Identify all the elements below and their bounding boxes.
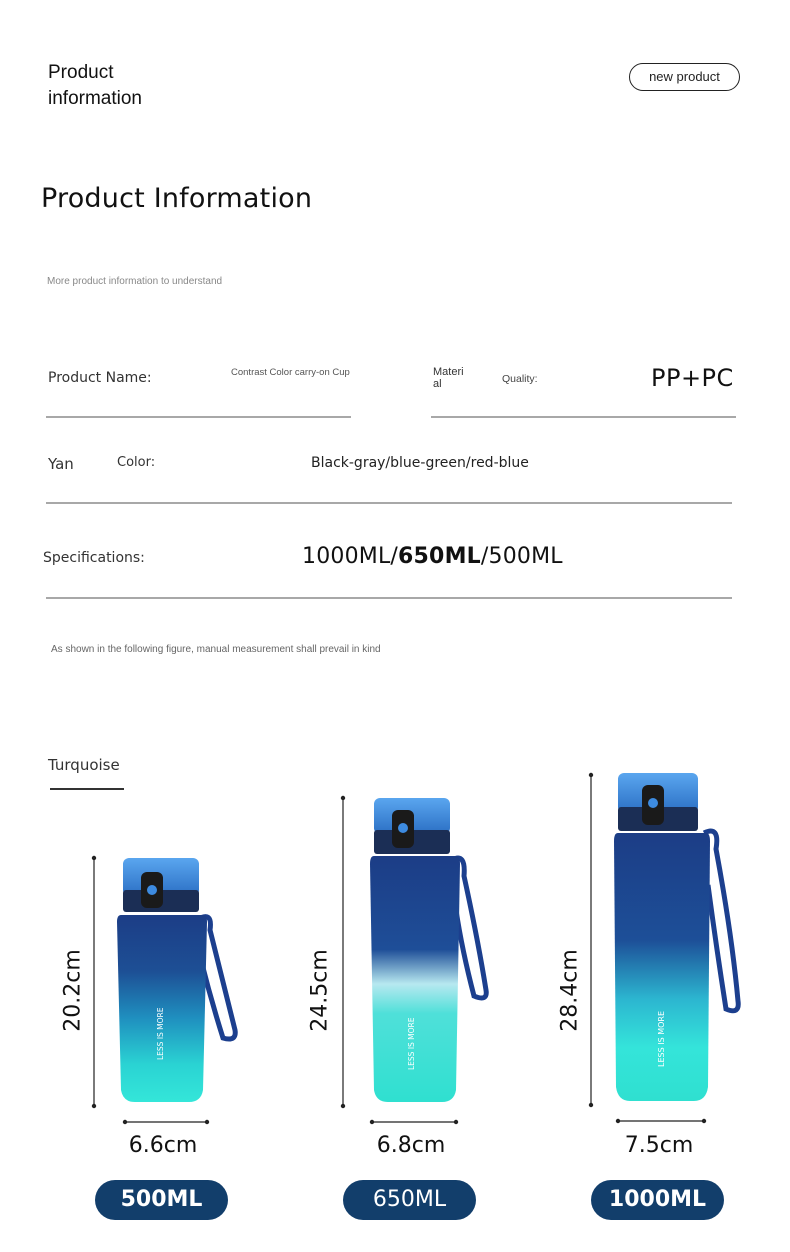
section-subtitle: More product information to understand — [47, 276, 223, 287]
bottle-500ml-height: 20.2cm — [60, 949, 86, 1032]
divider — [46, 416, 351, 418]
spec-part-2: 650ML — [398, 544, 481, 569]
divider — [431, 416, 736, 418]
bottle-500ml-width: 6.6cm — [128, 1133, 198, 1158]
yan-label: Yan — [48, 455, 74, 473]
new-product-badge[interactable]: new product — [629, 63, 740, 91]
measurement-note: As shown in the following figure, manual measurement shall prevail in kind — [51, 644, 381, 655]
capacity-pill-500ml[interactable]: 500ML — [95, 1180, 228, 1220]
product-name-label: Product Name: — [48, 370, 152, 386]
divider — [46, 597, 732, 599]
bottle-1000ml-height: 28.4cm — [557, 949, 583, 1032]
spec-part-3: /500ML — [480, 544, 563, 569]
bottle-650ml-width: 6.8cm — [376, 1133, 446, 1158]
capacity-pill-650ml[interactable]: 650ML — [343, 1180, 476, 1220]
specifications-value — [302, 544, 563, 569]
section-title: Product Information — [41, 183, 313, 214]
color-label: Color: — [117, 455, 156, 470]
bottle-650ml-height: 24.5cm — [307, 949, 333, 1032]
capacity-pill-1000ml[interactable]: 1000ML — [591, 1180, 724, 1220]
bottle-500ml-illustration — [85, 850, 250, 1130]
bottle-1000ml-width: 7.5cm — [624, 1133, 694, 1158]
spec-part-1: 1000ML/ — [302, 544, 399, 569]
variant-underline — [50, 788, 124, 790]
quality-label: Quality: — [502, 373, 538, 385]
bottle-650ml-illustration — [334, 790, 499, 1130]
color-value: Black-gray/blue-green/red-blue — [311, 455, 529, 471]
bottle-print-text: LESS IS MORE — [156, 1007, 165, 1060]
divider — [46, 502, 732, 504]
specifications-label: Specifications: — [43, 550, 145, 566]
bottle-1000ml-illustration — [582, 765, 752, 1130]
bottle-print-text: LESS IS MORE — [407, 1017, 416, 1070]
material-label: Materi al — [433, 366, 464, 390]
bottle-print-text: LESS IS MORE — [657, 1010, 666, 1067]
product-name-value: Contrast Color carry-on Cup — [231, 367, 350, 378]
variant-label: Turquoise — [48, 756, 120, 774]
header-title: Product information — [48, 62, 142, 109]
material-value: PP+PC — [651, 364, 734, 392]
